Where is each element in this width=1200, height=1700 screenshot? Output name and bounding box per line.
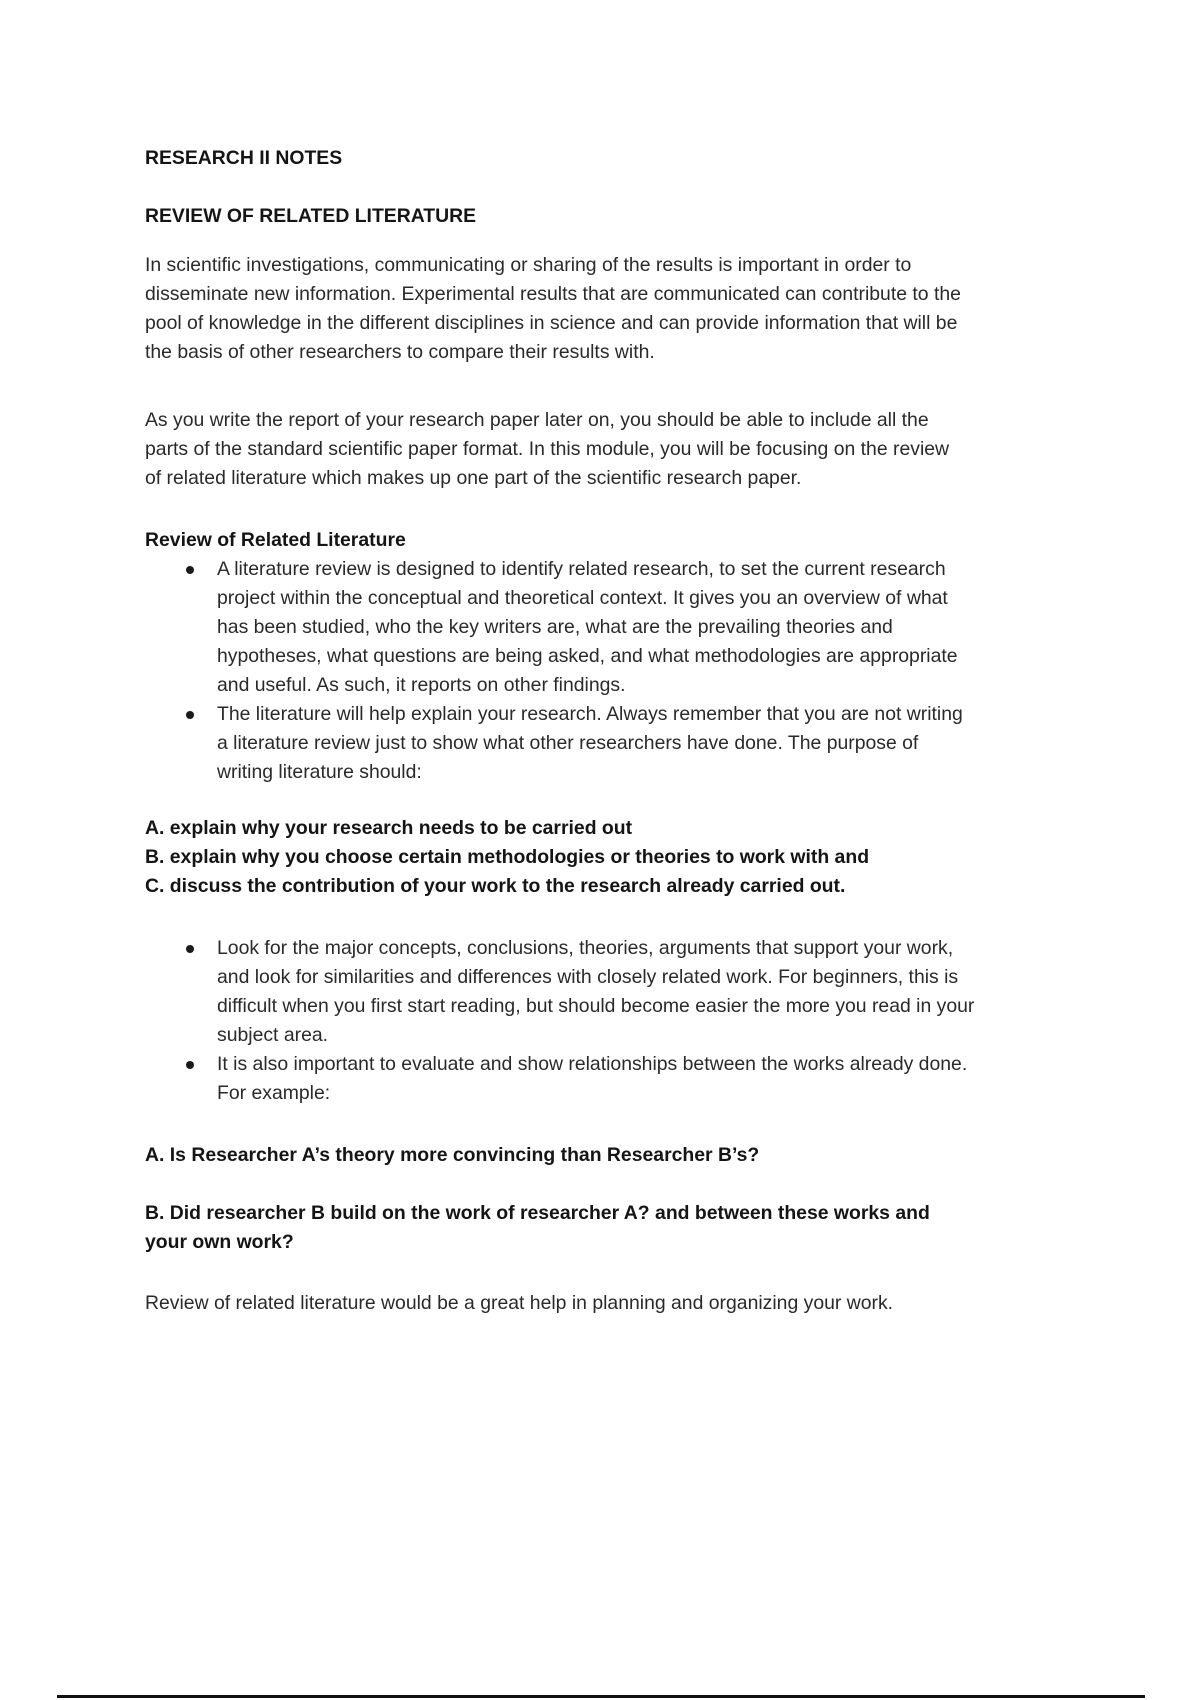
text-line: and look for similarities and differences with closely related work. For beginners, this is <box>217 966 959 988</box>
text-line: In scientific investigations, communicating or sharing of the results is important in order to <box>145 254 912 276</box>
document-title: RESEARCH II NOTES <box>145 147 343 169</box>
paragraph-intro <box>145 251 1085 367</box>
bullet-list-literature <box>145 555 1085 787</box>
bullet-icon <box>186 1061 194 1069</box>
text-line: a literature review just to show what other researchers have done. The purpose of <box>217 732 919 754</box>
text-line: your own work? <box>145 1231 294 1253</box>
closing-statement: Review of related literature would be a great help in planning and organizing your work. <box>145 1292 894 1314</box>
text-line: writing literature should: <box>217 761 422 783</box>
text-line: As you write the report of your research paper later on, you should be able to include all the <box>145 409 929 431</box>
bullet-icon <box>186 566 194 574</box>
paragraph-module <box>145 406 1085 493</box>
text-line: A literature review is designed to identify related research, to set the current research <box>217 558 946 580</box>
text-line: Look for the major concepts, conclusions, theories, arguments that support your work, <box>217 937 954 959</box>
text-line: It is also important to evaluate and show relationships between the works already done. <box>217 1053 968 1075</box>
text-line: subject area. <box>217 1024 329 1046</box>
text-line: the basis of other researchers to compare their results with. <box>145 341 655 363</box>
text-line: of related literature which makes up one part of the scientific research paper. <box>145 467 802 489</box>
list-item <box>145 1050 1085 1108</box>
example-question-b <box>145 1199 1085 1257</box>
purpose-item-c: C. discuss the contribution of your work to the research already carried out. <box>145 875 846 897</box>
text-line: B. Did researcher B build on the work of researcher A? and between these works and <box>145 1202 930 1224</box>
text-line: For example: <box>217 1082 331 1104</box>
text-line: hypotheses, what questions are being asked, and what methodologies are appropriate <box>217 645 958 667</box>
list-item <box>145 555 1085 700</box>
bullet-list-guidance <box>145 934 1085 1108</box>
purpose-list <box>145 814 1085 901</box>
list-item <box>145 934 1085 1050</box>
text-line: The literature will help explain your research. Always remember that you are not writing <box>217 703 963 725</box>
text-line: parts of the standard scientific paper format. In this module, you will be focusing on the review <box>145 438 950 460</box>
subheading: Review of Related Literature <box>145 529 406 551</box>
text-line: and useful. As such, it reports on other findings. <box>217 674 626 696</box>
text-line: difficult when you first start reading, but should become easier the more you read in your <box>217 995 975 1017</box>
bullet-icon <box>186 945 194 953</box>
list-item <box>145 700 1085 787</box>
section-heading: REVIEW OF RELATED LITERATURE <box>145 205 477 227</box>
purpose-item-b: B. explain why you choose certain methodologies or theories to work with and <box>145 846 870 868</box>
page-bottom-rule <box>57 1695 1145 1698</box>
example-question-a: A. Is Researcher A’s theory more convincing than Researcher B’s? <box>145 1144 760 1166</box>
text-line: pool of knowledge in the different disciplines in science and can provide information that will be <box>145 312 958 334</box>
text-line: disseminate new information. Experimental results that are communicated can contribute to the <box>145 283 961 305</box>
text-line: project within the conceptual and theoretical context. It gives you an overview of what <box>217 587 948 609</box>
text-line: has been studied, who the key writers are, what are the prevailing theories and <box>217 616 893 638</box>
bullet-icon <box>186 711 194 719</box>
purpose-item-a: A. explain why your research needs to be carried out <box>145 817 633 839</box>
